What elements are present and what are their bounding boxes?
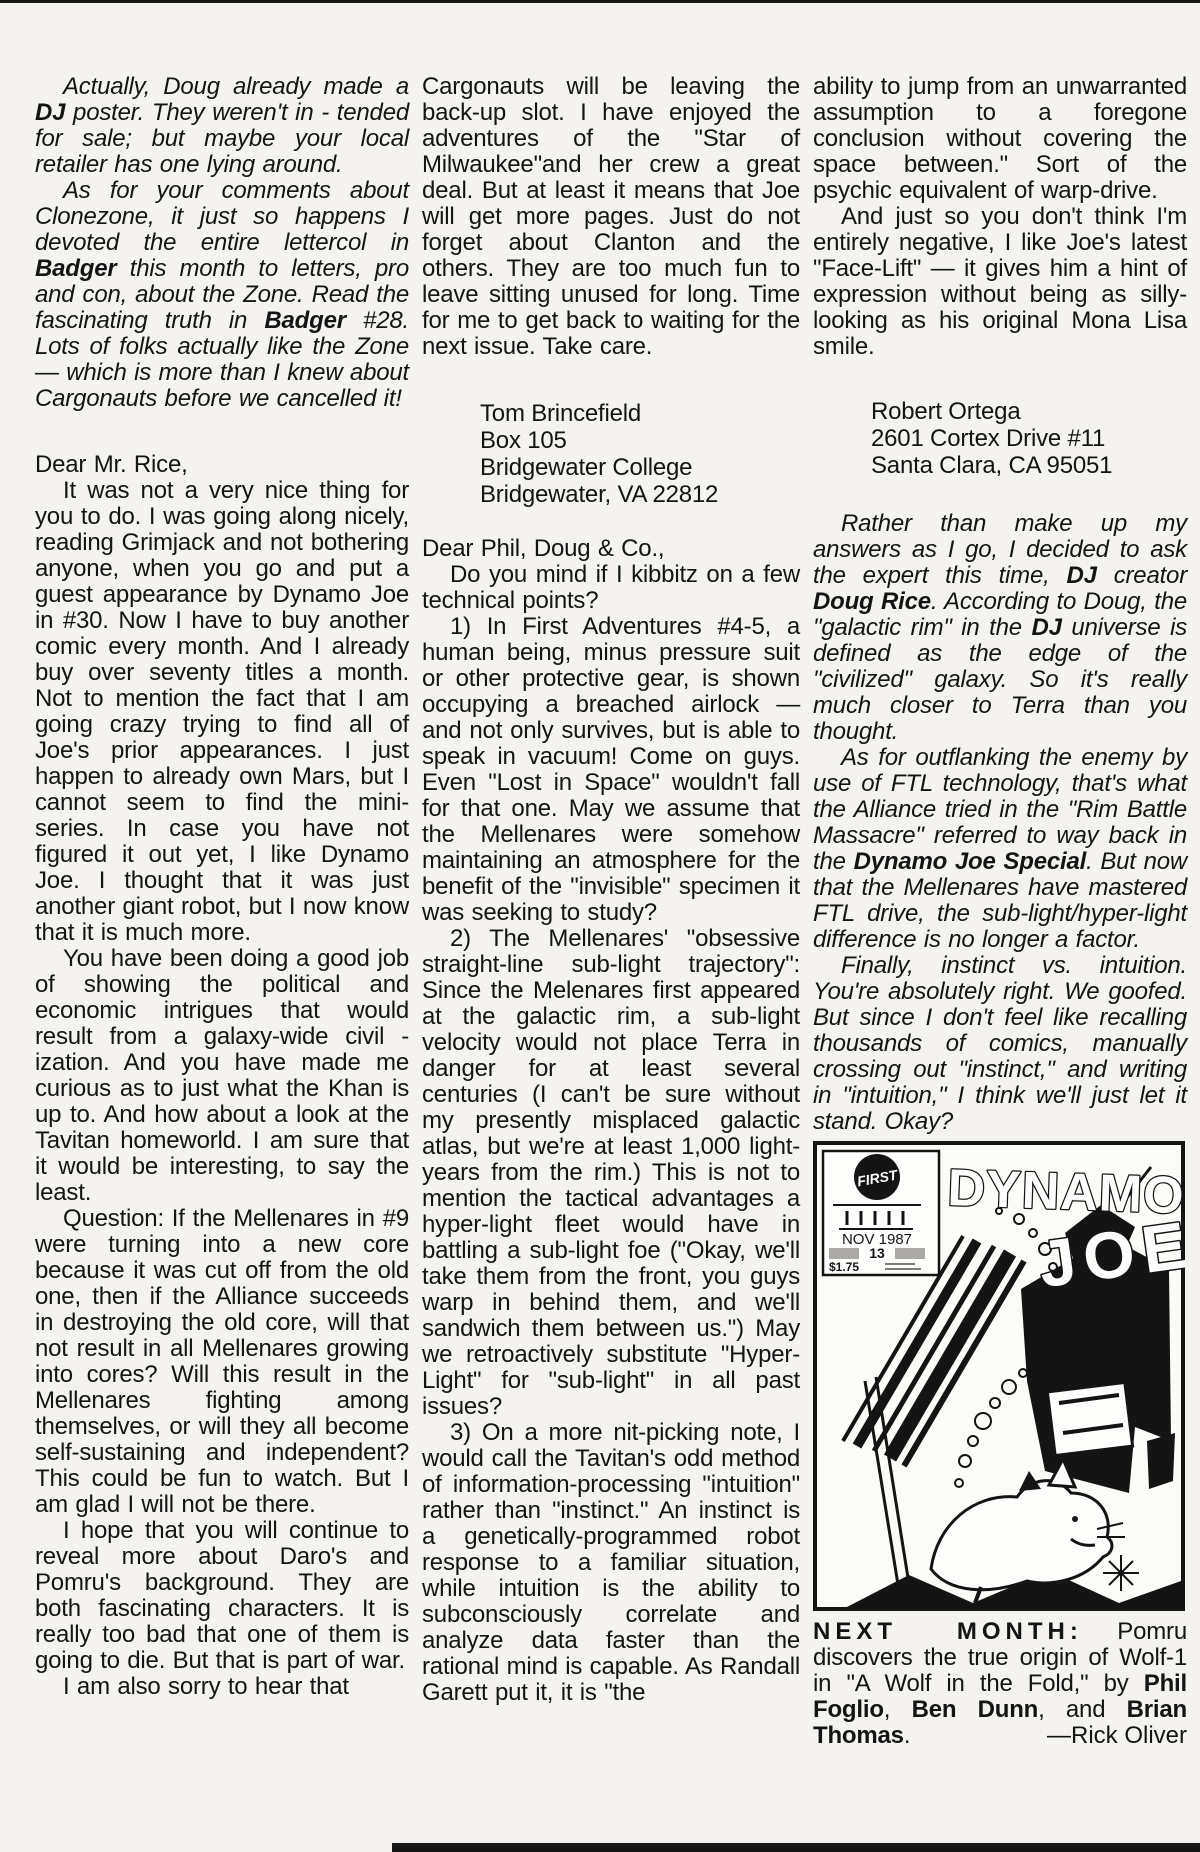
bold-text-run: Ben Dunn: [911, 1696, 1039, 1723]
letter-paragraph: [422, 74, 800, 360]
letter-paragraph: [422, 562, 800, 614]
text-run: ability to jump from an unwarranted assumption to a foregone conclusion without covering the space between." Sort of the psychic equivalent of warp-drive.: [813, 73, 1187, 204]
paragraph-gap: [422, 508, 800, 536]
editor-reply-paragraph: [813, 511, 1187, 745]
address-line: Tom Brincefield: [480, 400, 642, 427]
text-run: Dear Mr. Rice,: [35, 451, 188, 478]
text-run: poster. They weren't in - tended for sale; but maybe your local retailer has one lying around.: [35, 99, 409, 178]
column-1-text: [35, 74, 409, 1700]
text-run: Actually, Doug already made a: [63, 73, 409, 100]
paragraph-gap: [35, 412, 409, 452]
paragraph-gap: [422, 360, 800, 400]
bold-text-run: DJ: [1066, 562, 1097, 589]
text-run: It was not a very nice thing for you to do. I was going along nicely, reading Grimjack and not bothering anyone, when you go and put a guest appearance by Dynamo Joe in #30. Now I have to buy another comic every month. And I already buy over seventy titles a month. Not to mention the fact that I am going crazy trying to find all of Joe's prior appearances. I just happen to already own Mars, but I cannot seem to find the mini-series. In case you have not figured it out yet, I like Dynamo Joe. I thought that it was just another giant robot, but I now know that it is much more.: [35, 477, 409, 946]
column-2-text: [422, 74, 800, 1706]
address-line: Bridgewater, VA 22812: [480, 481, 719, 508]
text-run: 1) In First Adventures #4-5, a human being, minus pressure suit or other protective gear, is shown occupying a breached airlock — and not only survives, but is able to speak in vacuum! Come on guys. Even "Lost in Space" wouldn't fall for that one. May we assume that the Mellenares were somehow maintaining an atmosphere for the benefit of the "invisible" specimen it was seeking to study?: [422, 613, 800, 926]
editor-reply-paragraph: [813, 745, 1187, 953]
text-run: Do you mind if I kibbitz on a few technical points?: [422, 561, 800, 614]
text-run: Dear Phil, Doug & Co.,: [422, 535, 665, 562]
editor-reply-paragraph: [35, 74, 409, 178]
letter-writer-address: [871, 398, 1187, 479]
text-run: universe is defined as the edge of the "civilized" galaxy. So it's really much closer to Terra than you thought.: [813, 614, 1188, 745]
text-run: Question: If the Mellenares in #9 were turning into a new core because it was cut off from the old one, then if the Alliance succeeds in destroying the old core, will that not result in all Mellenares growing into cores? Will this result in the Mellenares fighting among themselves, or will they all become self-sustaining and independent? This could be fun to watch. But I am glad I will not be there.: [35, 1205, 409, 1518]
bold-text-run: Phil Foglio: [813, 1670, 1187, 1723]
letter-paragraph: [422, 536, 800, 562]
address-line: 2601 Cortex Drive #11: [871, 425, 1106, 452]
cover-info-box: [823, 1151, 939, 1275]
next-month-blurb: [813, 1619, 1187, 1749]
column-3: [813, 74, 1187, 1749]
text-run: . But now that the Mellenares have mastered FTL drive, the sub-light/hyper-light difference is no longer a factor.: [813, 848, 1188, 953]
scan-edge-top: [0, 0, 1200, 3]
cover-title-word1: DYNAMO: [946, 1159, 1185, 1226]
letter-paragraph: [422, 926, 800, 1420]
comic-cover-art: [813, 1141, 1185, 1611]
letter-writer-address: [480, 400, 800, 508]
bold-text-run: Badger: [35, 255, 117, 282]
cover-price: $1.75: [829, 1260, 860, 1274]
column-1: [35, 74, 409, 1749]
editor-reply-paragraph: [813, 953, 1187, 1135]
text-run: creator: [1096, 562, 1187, 589]
text-run: Finally, instinct vs. intuition. You're absolutely right. We goofed. But since I don't feel like recalling thousands of comics, manually crossing out "instinct," and writing in "intuition," I think we'll just let it stand. Okay?: [813, 952, 1187, 1135]
text-run: .: [903, 1722, 911, 1749]
text-run: , and: [1038, 1696, 1127, 1723]
bold-text-run: Doug Rice: [813, 588, 931, 615]
bold-text-run: DJ: [35, 99, 66, 126]
letter-paragraph: [35, 1518, 409, 1674]
text-run: ,: [883, 1696, 912, 1723]
editor-signoff: —Rick Oliver: [1046, 1722, 1187, 1749]
text-run: . According to Doug, the "galactic rim" in the: [813, 588, 1187, 641]
letter-paragraph: [35, 478, 409, 946]
address-line: Santa Clara, CA 95051: [871, 452, 1113, 479]
publisher-logo-text: FIRST: [855, 1166, 899, 1190]
cover-date: NOV 1987: [841, 1231, 913, 1248]
address-line: Bridgewater College: [480, 454, 693, 481]
letter-paragraph: [35, 452, 409, 478]
scan-edge-bottom: [392, 1843, 1200, 1852]
bold-text-run: Brian Thomas: [813, 1696, 1187, 1749]
text-run: Pomru discovers the true origin of Wolf-1 in "A Wolf in the Fold," by: [813, 1618, 1187, 1697]
text-run: I hope that you will continue to reveal more about Daro's and Pomru's background. They are both fascinating characters. It is really too bad that one of them is going to die. But that is part of war.: [35, 1517, 409, 1674]
address-line: Box 105: [480, 427, 567, 454]
text-run: Rather than make up my answers as I go, I decided to ask the expert this time,: [813, 510, 1187, 589]
text-run: 3) On a more nit-picking note, I would call the Tavitan's odd method of information-processing "intuition" rather than "instinct." An instinct is a genetically-programmed robot response to a familiar situation, while intuition is the ability to subconsciously correlate and analyze data faster than the rational mind is capable. As Randall Garett put it, it is "the: [422, 1419, 801, 1706]
text-run: And just so you don't think I'm entirely negative, I like Joe's latest "Face-Lift" — it gives him a hint of expression without being as silly-looking as his original Mona Lisa smile.: [813, 203, 1187, 360]
bold-text-run: DJ: [1031, 614, 1062, 641]
address-line: Robert Ortega: [871, 398, 1021, 425]
letter-paragraph: [35, 1674, 409, 1700]
editor-reply-paragraph: [35, 178, 409, 412]
column-2: [422, 74, 800, 1749]
letter-paragraph: [35, 1206, 409, 1518]
text-run: As for your comments about Clonezone, it just so happens I devoted the entire lettercol in: [35, 177, 409, 256]
bold-text-run: Badger: [264, 307, 346, 334]
text-run: 2) The Mellenares' "obsessive straight-line sub-light trajectory": Since the Melenares first appeared at the galactic rim, a sub-light velocity would not place Terra in danger for at least several centuries (I can't be sure without my presently misplaced galactic atlas, but we're at least 1,000 light-years from the rim.) This is not to mention the tactical advantages a hyper-light fleet would have in battling a sub-light foe ("Okay, we'll take them from the front, you guys warp in behind them, and we'll sandwich them between us.") May we retroactively substitute "Hyper-Light" for "sub-light" in all past issues?: [422, 925, 800, 1420]
bold-text-run: Dynamo Joe Special: [853, 848, 1087, 875]
text-run: As for outflanking the enemy by use of FTL technology, that's what the Alliance tried in the "Rim Battle Massacre" referred to way back in the: [813, 744, 1187, 875]
text-run: #28. Lots of folks actually like the Zone — which is more than I knew about Cargonauts before we cancelled it!: [35, 307, 409, 412]
letter-paragraph: [422, 614, 800, 926]
letter-paragraph: [422, 1420, 800, 1706]
paragraph-gap: [813, 360, 1187, 398]
letter-paragraph: [813, 204, 1187, 360]
bold-text-run: :: [1069, 1618, 1078, 1645]
paragraph-gap: [813, 479, 1187, 511]
cover-issue-number: 13: [869, 1245, 885, 1261]
text-run: I am also sorry to hear that: [63, 1673, 349, 1700]
letter-paragraph: [35, 946, 409, 1206]
comic-cover: [813, 1141, 1185, 1611]
text-run: Cargonauts will be leaving the back-up slot. I have enjoyed the adventures of the "Star of Milwaukee"and her crew a great deal. But at least it means that Joe will get more pages. Just do not forget about Clanton and the others. They are too much fun to leave sitting unused for long. Time for me to get back to waiting for the next issue. Take care.: [422, 73, 800, 360]
text-run: You have been doing a good job of showing the political and economic intrigues that would result from a galaxy-wide civil - ization. And you have made me curious as to just what the Khan is up to. And how about a look at the Tavitan homeworld. I am sure that it would be interesting, to say the least.: [35, 945, 409, 1206]
letter-paragraph: [813, 74, 1187, 204]
bold-text-run: NEXT MONTH: [813, 1618, 1070, 1645]
column-3-text: [813, 74, 1187, 1135]
text-run: this month to letters, pro and con, about the Zone. Read the fascinating truth in: [35, 255, 409, 334]
cover-title-word2: JOE: [1034, 1206, 1185, 1302]
